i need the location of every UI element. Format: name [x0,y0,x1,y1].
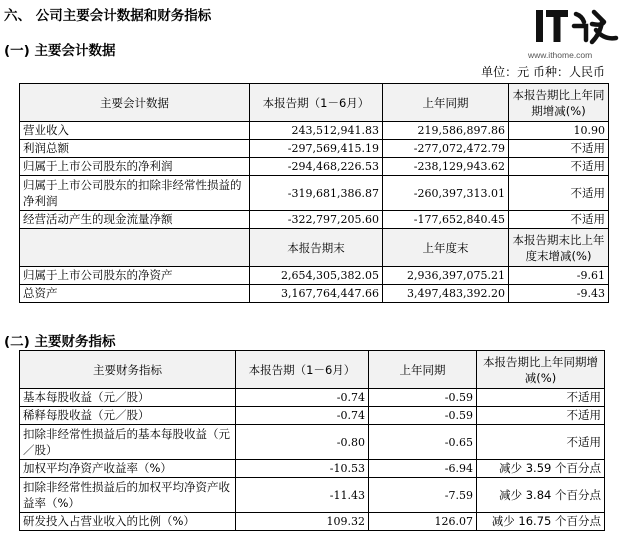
accounting-data-table [19,83,609,303]
value-cell: -0.74 [236,389,369,407]
value-cell: -260,397,313.01 [383,176,509,211]
table-row [20,513,605,531]
value-cell: -6.94 [369,460,477,478]
value-cell: 不适用 [509,140,609,158]
header-cell: 本报告期比上年同期增减(%) [509,84,609,122]
subsection-title-accounting: (一) 主要会计数据 [4,43,116,59]
row-label: 基本每股收益（元／股） [20,389,236,407]
value-cell: 不适用 [477,407,605,425]
value-cell: 不适用 [477,425,605,460]
row-label: 扣除非经常性损益后的加权平均净资产收益率（%） [20,478,236,513]
table-row [20,407,605,425]
row-label: 研发投入占营业收入的比例（%） [20,513,236,531]
header-cell: 本报告期比上年同期增减(%) [477,351,605,389]
value-cell: 2,936,397,075.21 [383,267,509,285]
value-cell: 126.07 [369,513,477,531]
subsection-title-financial: (二) 主要财务指标 [4,334,116,350]
value-cell: -0.80 [236,425,369,460]
value-cell: -0.59 [369,407,477,425]
header-cell: 本报告期（1－6月） [236,351,369,389]
row-label: 经营活动产生的现金流量净额 [20,211,250,229]
logo-url: www.ithome.com [528,50,593,60]
value-cell: -7.59 [369,478,477,513]
financial-indicators-table [19,350,605,531]
row-label: 营业收入 [20,122,250,140]
value-cell: -9.43 [509,285,609,303]
header-cell: 上年同期 [369,351,477,389]
value-cell: -0.74 [236,407,369,425]
header-cell: 主要财务指标 [20,351,236,389]
value-cell: -297,569,415.19 [250,140,383,158]
header-row [20,351,605,389]
table-row [20,389,605,407]
table-row [20,176,609,211]
value-cell: 2,654,305,382.05 [250,267,383,285]
value-cell: 不适用 [509,158,609,176]
value-cell: 不适用 [509,176,609,211]
ithome-logo [536,8,620,48]
unit-currency-note: 单位：元 币种：人民币 [481,65,605,79]
row-label: 扣除非经常性损益后的基本每股收益（元／股） [20,425,236,460]
table-row [20,267,609,285]
value-cell: 109.32 [236,513,369,531]
value-cell: 3,167,764,447.66 [250,285,383,303]
value-cell: -294,468,226.53 [250,158,383,176]
value-cell: 减少 16.75 个百分点 [477,513,605,531]
value-cell: -177,652,840.45 [383,211,509,229]
value-cell: -0.65 [369,425,477,460]
value-cell: 3,497,483,392.20 [383,285,509,303]
value-cell: -238,129,943.62 [383,158,509,176]
table-row [20,122,609,140]
section-title: 六、 公司主要会计数据和财务指标 [4,8,212,24]
value-cell: -10.53 [236,460,369,478]
value-cell: 减少 3.84 个百分点 [477,478,605,513]
table-row [20,425,605,460]
value-cell: -322,797,205.60 [250,211,383,229]
row-label: 归属于上市公司股东的扣除非经常性损益的净利润 [20,176,250,211]
value-cell: 10.90 [509,122,609,140]
value-cell: -11.43 [236,478,369,513]
header-cell [20,229,250,267]
value-cell: 减少 3.59 个百分点 [477,460,605,478]
table-row [20,211,609,229]
table-row [20,460,605,478]
value-cell: -319,681,386.87 [250,176,383,211]
header-cell: 主要会计数据 [20,84,250,122]
row-label: 归属于上市公司股东的净利润 [20,158,250,176]
table-row [20,478,605,513]
row-label: 归属于上市公司股东的净资产 [20,267,250,285]
row-label: 稀释每股收益（元／股） [20,407,236,425]
value-cell: 243,512,941.83 [250,122,383,140]
table-row [20,285,609,303]
header-cell: 本报告期（1－6月） [250,84,383,122]
value-cell: 不适用 [509,211,609,229]
value-cell: -9.61 [509,267,609,285]
value-cell: -277,072,472.79 [383,140,509,158]
header-row [20,84,609,122]
value-cell: 不适用 [477,389,605,407]
table-row [20,140,609,158]
value-cell: -0.59 [369,389,477,407]
table-row [20,158,609,176]
header-cell: 上年同期 [383,84,509,122]
header-cell: 本报告期末 [250,229,383,267]
header-cell: 本报告期末比上年度末增减(%) [509,229,609,267]
value-cell: 219,586,897.86 [383,122,509,140]
row-label: 总资产 [20,285,250,303]
header-cell: 上年度末 [383,229,509,267]
row-label: 利润总额 [20,140,250,158]
row-label: 加权平均净资产收益率（%） [20,460,236,478]
header-row [20,229,609,267]
